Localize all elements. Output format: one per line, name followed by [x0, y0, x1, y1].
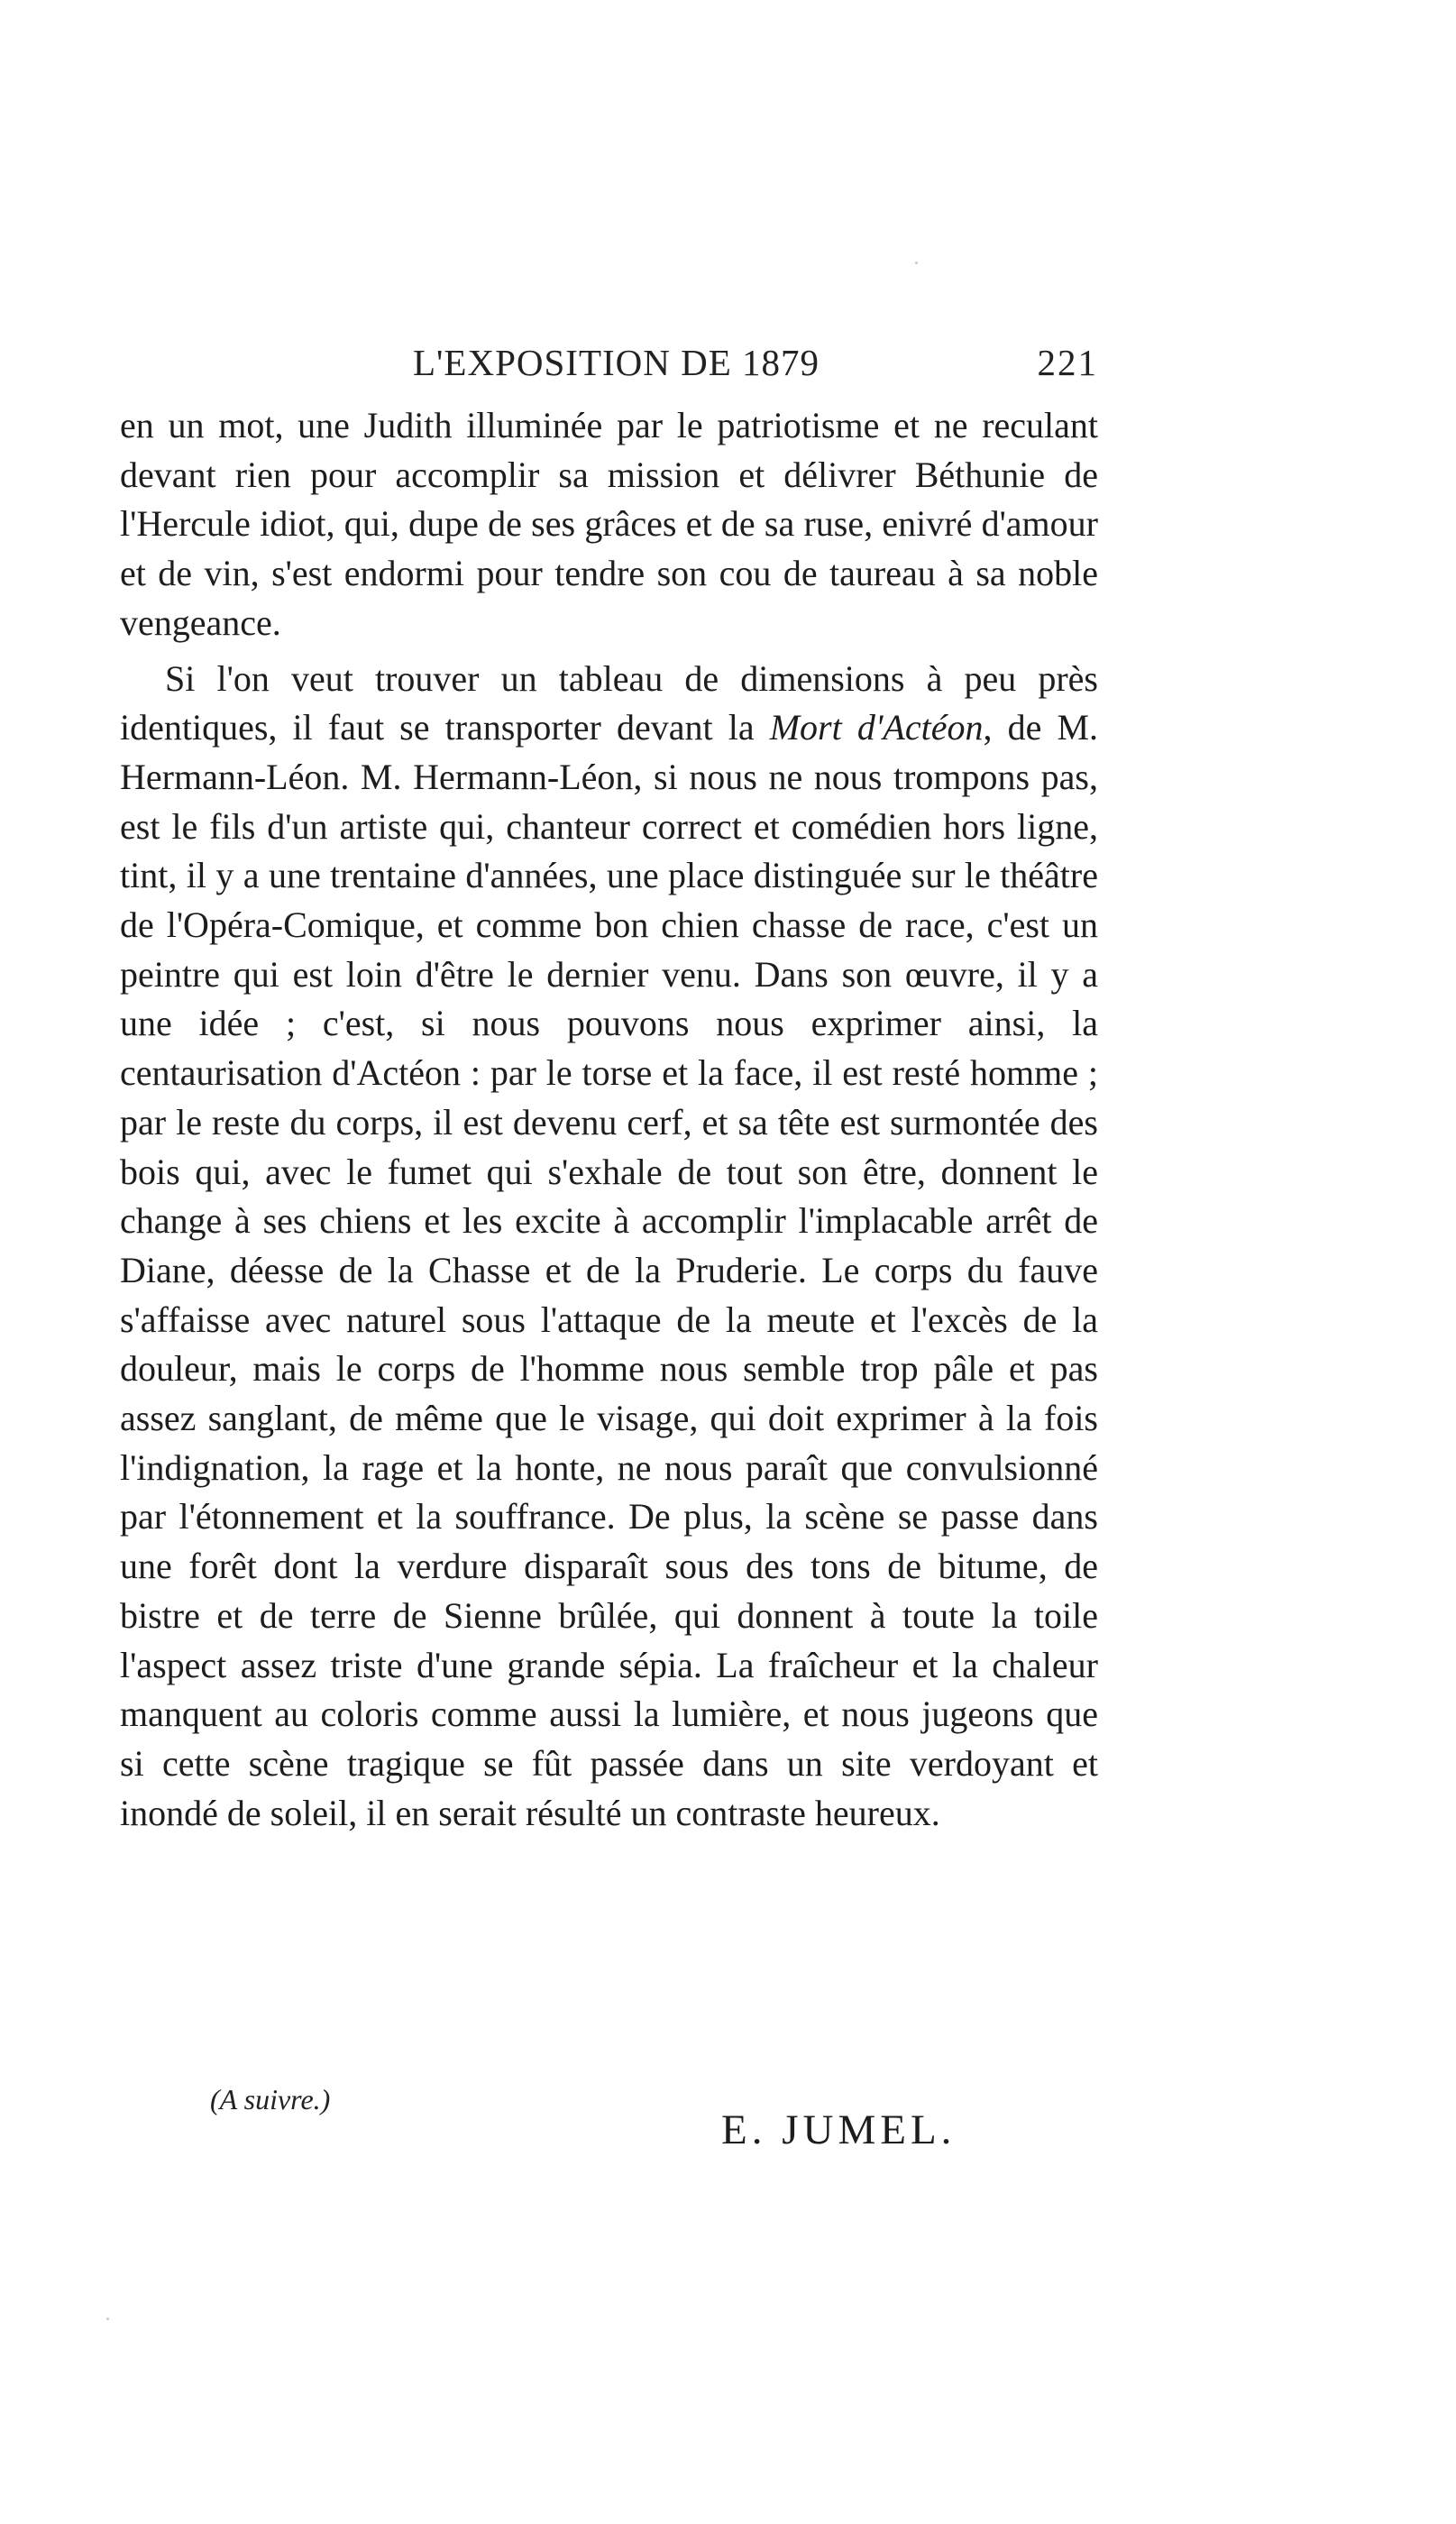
- running-title-text: L'EXPOSITION DE: [413, 342, 732, 383]
- text-run: en un mot, une Judith illuminée par le patriotisme et ne reculant devant rien pour accomplir sa mission et délivrer Béthunie de l'Hercule idiot, qui, dupe de ses grâces et de sa ruse, enivré d'amour et de vin, s'est endormi pour tendre son cou de taureau à sa noble vengeance.: [120, 405, 1098, 643]
- paragraph: [120, 401, 1098, 648]
- running-title: [413, 341, 820, 384]
- italic-title: Mort d'Actéon: [769, 707, 984, 748]
- running-head: [120, 341, 1098, 395]
- body-text: [120, 401, 1098, 1838]
- author-signature: E. JUMEL.: [721, 2106, 957, 2153]
- paragraph: [120, 655, 1098, 1839]
- page-number: 221: [1037, 342, 1098, 383]
- paper-speck: [106, 2317, 109, 2320]
- text-run: , de M. Hermann-Léon. M. Hermann-Léon, si nous ne nous trompons pas, est le fils d'un artiste qui, chanteur correct et comédien hors ligne, tint, il y a une trentaine d'années, une place distinguée sur le théâtre de l'Opéra-Comique, et comme bon chien chasse de race, c'est un peintre qui est loin d'être le dernier venu. Dans son œuvre, il y a une idée ; c'est, si nous pouvons nous exprimer ainsi, la centaurisation d'Actéon : par le torse et la face, il est resté homme ; par le reste du corps, il est devenu cerf, et sa tête est surmontée des bois qui, avec le fumet qui s'exhale de tout son être, donnent le change à ses chiens et les excite à accomplir l'implacable arrêt de Diane, déesse de la Chasse et de la Pruderie. Le corps du fauve s'affaisse avec naturel sous l'attaque de la meute et l'excès de la douleur, mais le corps de l'homme nous semble trop pâle et pas assez sanglant, de même que le visage, qui doit exprimer à la fois l'indignation, la rage et la honte, ne nous paraît que convulsionné par l'étonnement et la souffrance. De plus, la scène se passe dans une forêt dont la verdure disparaît sous des tons de bitume, de bistre et de terre de Sienne brûlée, qui donnent à toute la toile l'aspect assez triste d'une grande sépia. La fraîcheur et la chaleur manquent au coloris comme aussi la lumière, et nous jugeons que si cette scène tragique se fût passée dans un site verdoyant et inondé de soleil, il en serait résulté un contraste heureux.: [120, 707, 1099, 1833]
- to-be-continued-note: (A suivre.): [210, 2083, 331, 2116]
- running-title-year: 1879: [742, 342, 820, 383]
- text-run: Si l'on veut trouver un tableau de dimensions à peu près identiques, il faut se transporter devant la: [120, 657, 1098, 748]
- paper-speck: [915, 262, 918, 264]
